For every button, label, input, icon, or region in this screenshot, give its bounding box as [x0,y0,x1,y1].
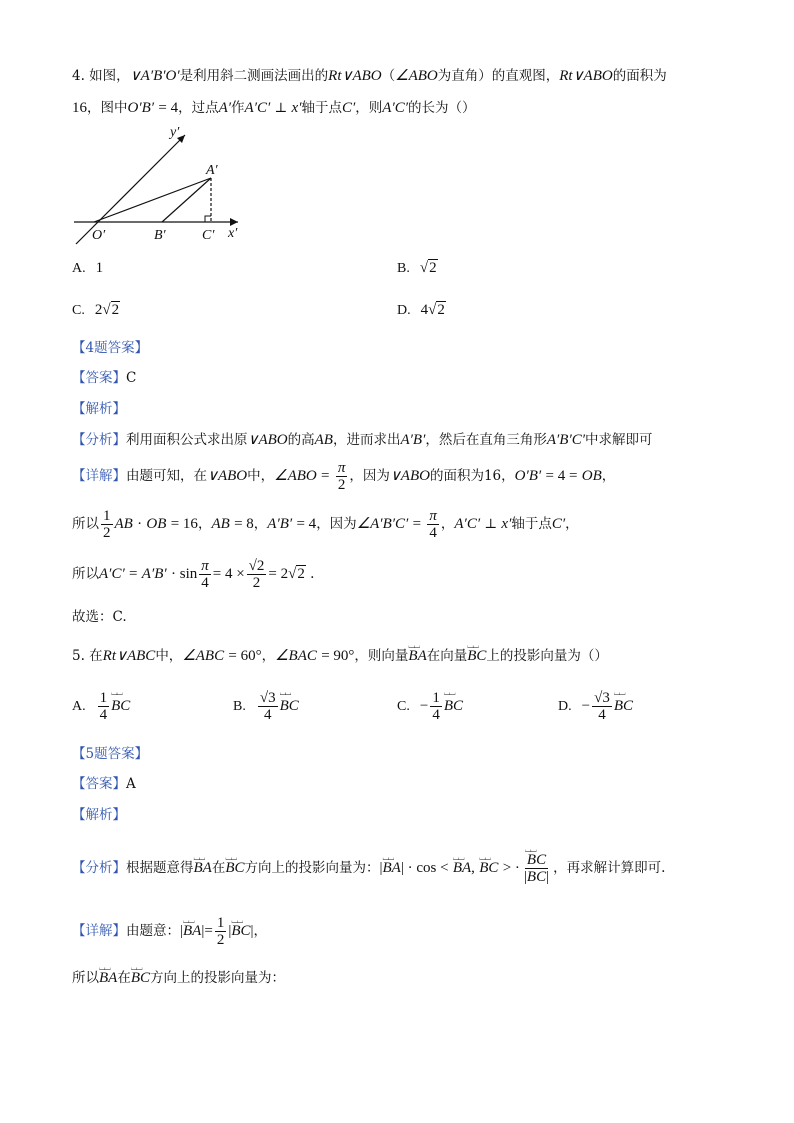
q4-stem-line2: 16，图中O′B′ = 4，过点A′作A′C′ ⊥ x′轴于点C′，则A′C′的长为（） [72,100,476,116]
q5-option-d: D. − $\frac{√3}{4}$ ⌴⌴ BC [558,690,633,723]
q4-step2: 所以 $\frac{1}{2}$ AB · OB = 16，AB = 8，A′B′ = 4，因为∠A′B′C′ = $\frac{\pi}{4}$ ，A′C′ ⊥ x′轴于点C′， [72,508,579,541]
fig-label-c: C′ [202,228,215,243]
q5-xiangjie: 【详解】由题意：|⌴⌴ BA|= $\frac{1}{2}$ |⌴⌴ BC|， [72,915,267,948]
q4-answer-header: 【4题答案】 [72,340,149,356]
q5-stem: 5. 在Rt∨ABC中，∠ABC = 60°，∠BAC = 90°，则向量⌴⌴ BA在向量⌴⌴ BC上的投影向量为（） [72,646,608,666]
q4-xiangjie: 【详解】由题可知，在∨ABO中，∠ABO = $\frac{\pi}{2}$ ，因为∨ABO的面积为16，O′B′ = 4 = OB， [72,460,616,493]
fig-label-a: A′ [206,163,218,178]
q4-stem-line1: 4. 如图，∨A′B′O′是利用斜二测画法画出的Rt∨ABO（∠ABO为直角）的直观图，Rt∨ABO的面积为 [72,68,667,84]
fig-label-b: B′ [154,228,166,243]
q5-option-b: B. $\frac{√3}{4}$ ⌴⌴ BC [233,690,299,723]
q4-fenxi: 【分析】利用面积公式求出原∨ABO的高AB，进而求出A′B′，然后在直角三角形A′B′C′中求解即可 [72,432,653,448]
q5-step2: 所以⌴⌴ BA在⌴⌴ BC方向上的投影向量为： [72,968,285,988]
fig-label-y: y′ [170,125,180,140]
q4-option-c: C. 2√2 [72,302,120,318]
q5-answer: 【答案】A [72,776,136,792]
q4-option-b: B. √2 [397,260,437,276]
q4-analysis-header: 【解析】 [72,401,126,417]
fig-label-x: x′ [228,226,238,241]
q4-step3: 所以A′C′ = A′B′ · sin $\frac{\pi}{4}$ = 4 × $\frac{√2}{2}$ = 2√2 . [72,558,315,591]
q5-option-a: A. $\frac{1}{4}$ ⌴⌴ BC [72,690,130,723]
fig-label-o: O′ [92,228,106,243]
q4-conclusion: 故选：C. [72,609,127,625]
q4-figure [70,122,250,250]
q4-option-a: A. 1 [72,260,104,276]
q4-option-d: D. 4√2 [397,302,445,318]
q4-answer: 【答案】C [72,370,137,386]
q5-option-c: C. − $\frac{1}{4}$ ⌴⌴ BC [397,690,463,723]
q5-answer-header: 【5题答案】 [72,746,149,762]
q5-analysis-header: 【解析】 [72,807,126,823]
q5-fenxi: 【分析】根据题意得⌴⌴ BA在⌴⌴ BC方向上的投影向量为：|⌴⌴ BA| · cos < ⌴⌴ BA, ⌴⌴ BC > · ⌴⌴ $\frac{BC}{|BC|}$ ，再求解计算即可. [72,852,665,885]
